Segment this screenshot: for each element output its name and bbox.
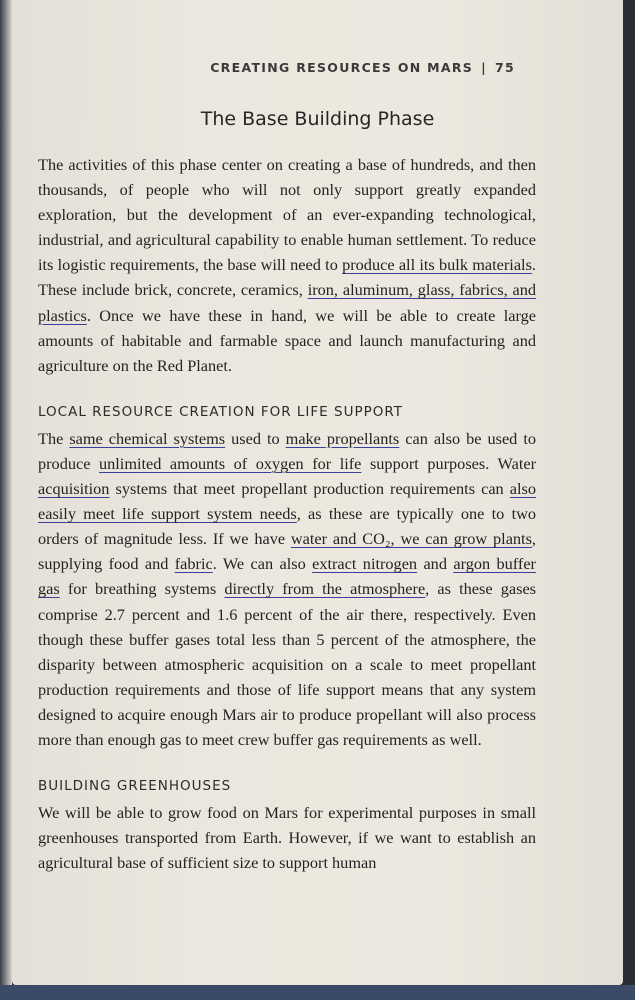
underlined-phrase: argon buffer gas [38,554,536,599]
book-spine [0,0,12,1000]
underlined-phrase: iron, aluminum, glass, fabrics, and plastics [38,280,537,325]
book-page [12,0,623,985]
underlined-phrase: extract nitrogen [312,554,418,574]
text-run: for breathing systems [59,579,225,599]
running-title: CREATING RESOURCES ON MARS [210,60,474,75]
text-run: , as these are typically one to two orders of magnitude less. If we have [38,504,537,549]
text-run: . Once we have these in hand, we will be able to create large amounts of habitable and farmable space and launch manufacturing and agriculture on the Red Planet. [38,305,536,375]
text-run: systems that meet propellant production requirements can [109,479,510,499]
underlined-phrase: directly from the atmosphere [224,579,426,599]
text-run: . These include brick, concrete, ceramics, [38,255,536,300]
text-run: support purposes. Water [361,453,536,473]
underlined-phrase: acquisition [38,479,110,499]
text-run: and [417,554,454,574]
subheading-life-support: LOCAL RESOURCE CREATION FOR LIFE SUPPORT [38,403,404,420]
body-text [38,152,536,875]
underlined-phrase: same chemical systems [69,428,226,448]
paragraph-life-support [38,426,536,752]
underlined-phrase: unlimited amounts of oxygen for life [98,453,362,473]
text-run: , supplying food and [38,529,536,574]
underlined-phrase: also easily meet life support system needs [38,479,536,524]
page-bottom-edge [0,985,635,1000]
text-run: The activities of this phase center on creating a base of hundreds, and then thousands, of people who will not only support greatly expanded exploration, but the development of an ever-expanding technological, industrial, and agricultural capability to enable human settlement. To reduce its logistic requirements, the base will need to [38,155,536,275]
text-run: . We can also [212,554,313,574]
subheading-greenhouses: BUILDING GREENHOUSES [38,778,232,795]
underlined-phrase: make propellants [285,428,400,448]
text-run: can also be used to produce [38,428,536,473]
text-run: used to [225,428,286,448]
section-title: The Base Building Phase [200,108,435,130]
text-run: , as these gases comprise 2.7 percent and 1.6 percent of the air there, respectively. Even though these buffer gases total less than 5 percent of the atmosphere, the disparity between atmospheric acquisition on a scale to meet propellant production requirements and those of life support means that any system designed to acquire enough Mars air to produce propellant will also process more than enough gas to meet crew buffer gas requirements as well. [38,579,537,749]
page-number: 75 [495,60,515,75]
underlined-phrase: water and CO₂, we can grow plants [290,529,532,549]
running-header [210,60,515,75]
text-run: The [38,428,70,448]
underlined-phrase: produce all its bulk materials [342,255,532,275]
header-separator: | [481,60,487,75]
paragraph-greenhouses [38,800,536,875]
text-run: We will be able to grow food on Mars for experimental purposes in small greenhouses transported from Earth. However, if we want to establish an agricultural base of sufficient size to support human [38,803,536,873]
underlined-phrase: fabric [174,554,213,574]
paragraph-base-building [38,152,536,378]
